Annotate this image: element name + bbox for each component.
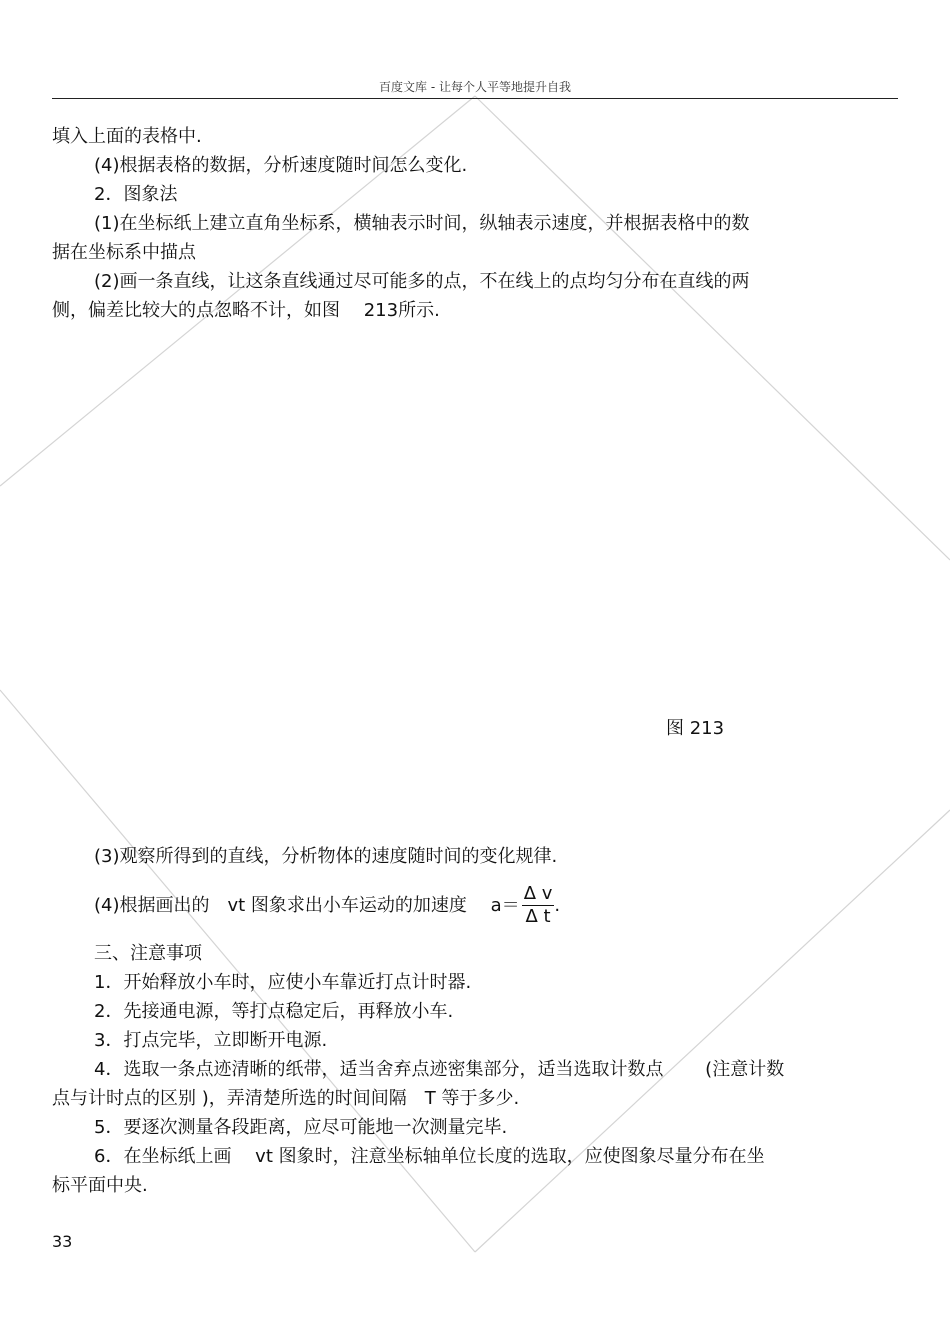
text-line: (2)画一条直线，让这条直线通过尽可能多的点，不在线上的点均匀分布在直线的两 — [94, 271, 750, 292]
lower-text — [52, 842, 892, 1200]
text-line: (3)观察所得到的直线，分析物体的速度随时间的变化规律. — [94, 846, 558, 867]
formula-suffix: . — [554, 894, 561, 916]
text-line: 据在坐标系中描点 — [52, 242, 196, 263]
list-item-continuation: 点与计时点的区别 )，弄清楚所选的时间间隔 T 等于多少. — [52, 1088, 520, 1109]
fraction — [522, 883, 555, 928]
list-item: 2．先接通电源，等打点稳定后，再释放小车. — [94, 1001, 454, 1022]
text-line: 填入上面的表格中. — [52, 126, 202, 147]
header-divider — [52, 98, 898, 99]
fraction-numerator: Δ v — [523, 882, 553, 904]
list-item: 6．在坐标纸上画 vt 图象时，注意坐标轴单位长度的选取，应使图象尽量分布在坐 — [94, 1146, 765, 1167]
section-title: 三、注意事项 — [94, 943, 202, 964]
page-number: 33 — [52, 1232, 73, 1251]
list-item-continuation: 标平面中央. — [52, 1175, 148, 1196]
text-line: (1)在坐标纸上建立直角坐标系，横轴表示时间，纵轴表示速度，并根据表格中的数 — [94, 213, 750, 234]
acceleration-formula — [52, 877, 892, 933]
list-item: 1．开始释放小车时，应使小车靠近打点计时器. — [94, 972, 472, 993]
text-line: (4)根据表格的数据，分析速度随时间怎么变化. — [94, 155, 468, 176]
upper-text — [52, 122, 892, 325]
fraction-denominator: Δ t — [525, 905, 551, 927]
list-item: 3．打点完毕，立即断开电源. — [94, 1030, 328, 1051]
figure-caption: 图 213 — [666, 718, 725, 739]
list-item: 5．要逐次测量各段距离，应尽可能地一次测量完毕. — [94, 1117, 508, 1138]
list-item: 4．选取一条点迹清晰的纸带，适当舍弃点迹密集部分，适当选取计数点 (注意计数 — [94, 1059, 785, 1080]
formula-prefix: (4)根据画出的 vt 图象求出小车运动的加速度 a＝ — [94, 894, 520, 916]
text-line: 侧，偏差比较大的点忽略不计，如图 213所示. — [52, 300, 440, 321]
page-header: 百度文库 - 让每个人平等地提升自我 — [379, 80, 571, 94]
text-line: 2．图象法 — [94, 184, 178, 205]
